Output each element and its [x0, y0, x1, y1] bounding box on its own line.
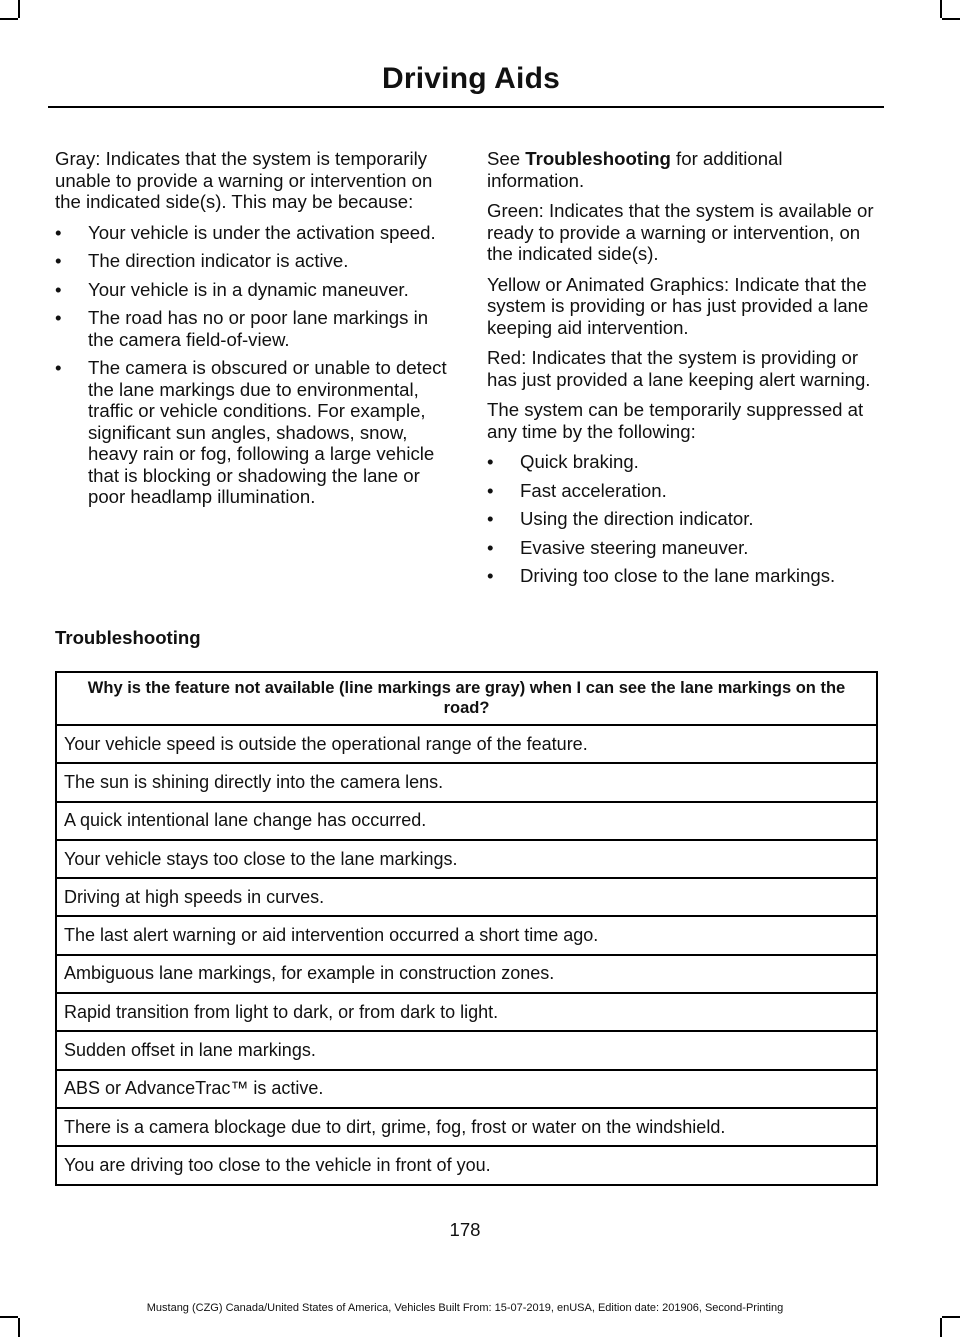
list-item: • The road has no or poor lane markings in the camera field-of-view.	[55, 307, 429, 350]
table-row	[56, 916, 877, 954]
crop-mark	[0, 1316, 18, 1318]
table-cell: A quick intentional lane change has occurred.	[56, 802, 877, 840]
list-item: • The direction indicator is active.	[55, 250, 349, 271]
list-item: • Quick braking.	[487, 451, 639, 472]
table-cell: You are driving too close to the vehicle in front of you.	[56, 1146, 877, 1184]
gray-reasons-list	[55, 222, 448, 508]
table-header-row	[56, 672, 877, 725]
yellow-description: Yellow or Animated Graphics: Indicate that the system is providing or has just provided a lane keeping aid intervention.	[487, 273, 869, 338]
table-cell: Ambiguous lane markings, for example in construction zones.	[56, 955, 877, 993]
table-cell: Sudden offset in lane markings.	[56, 1031, 877, 1069]
table-row	[56, 955, 877, 993]
table-cell: Your vehicle speed is outside the operational range of the feature.	[56, 725, 877, 763]
list-item: • Your vehicle is in a dynamic maneuver.	[55, 278, 409, 300]
see-troubleshooting: See Troubleshooting for additional information.	[487, 148, 783, 191]
table-row	[56, 1070, 877, 1108]
table-row	[56, 993, 877, 1031]
suppression-intro: The system can be temporarily suppressed at any time by the following:	[487, 399, 864, 442]
table-row	[56, 878, 877, 916]
table-row	[56, 1031, 877, 1069]
crop-mark	[942, 18, 960, 20]
crop-mark	[942, 1316, 960, 1318]
list-item: • Using the direction indicator.	[487, 508, 754, 529]
table-cell: Rapid transition from light to dark, or from dark to light.	[56, 993, 877, 1031]
table-row	[56, 840, 877, 878]
table-row	[56, 1108, 877, 1146]
page-title: Driving Aids	[382, 62, 560, 95]
table-cell: There is a camera blockage due to dirt, grime, fog, frost or water on the windshield.	[56, 1108, 877, 1146]
table-header-question: Why is the feature not available (line markings are gray) when I can see the lane markings on the road?	[56, 672, 877, 725]
bullet-icon: •	[55, 221, 62, 243]
header-divider	[48, 106, 884, 108]
list-item: • Fast acceleration.	[487, 479, 667, 501]
table-cell: The sun is shining directly into the camera lens.	[56, 763, 877, 801]
crop-mark	[18, 1318, 20, 1337]
red-description: Red: Indicates that the system is providing or has just provided a lane keeping alert warning.	[487, 347, 871, 390]
right-column	[487, 148, 882, 594]
table-row	[56, 802, 877, 840]
crop-mark	[18, 0, 20, 18]
table-row	[56, 763, 877, 801]
suppression-list	[487, 451, 882, 587]
bullet-icon: •	[487, 565, 494, 586]
crop-mark	[940, 0, 942, 18]
page-number: 178	[449, 1219, 481, 1240]
table-cell: Your vehicle stays too close to the lane markings.	[56, 840, 877, 878]
table-cell: ABS or AdvanceTrac™ is active.	[56, 1070, 877, 1108]
crop-mark	[940, 1318, 942, 1337]
list-item: • Evasive steering maneuver.	[487, 536, 749, 558]
crop-mark	[0, 18, 18, 20]
bullet-icon: •	[487, 508, 494, 529]
bullet-icon: •	[487, 451, 494, 472]
bullet-icon: •	[487, 536, 494, 558]
bullet-icon: •	[55, 357, 62, 378]
table-row	[56, 725, 877, 763]
gray-description: Gray: Indicates that the system is temporarily unable to provide a warning or intervention on the indicated side(s). This may be because:	[55, 148, 433, 212]
footer-text: Mustang (CZG) Canada/United States of America, Vehicles Built From: 15-07-2019, enUSA, Edition date: 201906, Second-Printing	[146, 1302, 784, 1314]
bullet-icon: •	[55, 250, 62, 271]
table-row	[56, 1146, 877, 1184]
bullet-icon: •	[487, 479, 494, 501]
troubleshooting-link[interactable]: Troubleshooting	[525, 148, 671, 169]
bullet-icon: •	[55, 307, 62, 328]
table-cell: The last alert warning or aid intervention occurred a short time ago.	[56, 916, 877, 954]
list-item: • Your vehicle is under the activation speed.	[55, 221, 436, 243]
list-item: • The camera is obscured or unable to detect the lane markings due to environmental, traffic or vehicle conditions. For example, significant sun angles, shadows, snow, heavy rain or fog, following a large vehicle that is blocking or shadowing the lane or poor headlamp illumination.	[55, 357, 447, 507]
table-cell: Driving at high speeds in curves.	[56, 878, 877, 916]
left-column	[55, 148, 448, 515]
green-description: Green: Indicates that the system is available or ready to provide a warning or intervention, on the indicated side(s).	[487, 200, 874, 264]
troubleshooting-table	[55, 671, 878, 1186]
bullet-icon: •	[55, 278, 62, 300]
list-item: • Driving too close to the lane markings.	[487, 565, 836, 586]
section-heading: Troubleshooting	[55, 627, 201, 648]
